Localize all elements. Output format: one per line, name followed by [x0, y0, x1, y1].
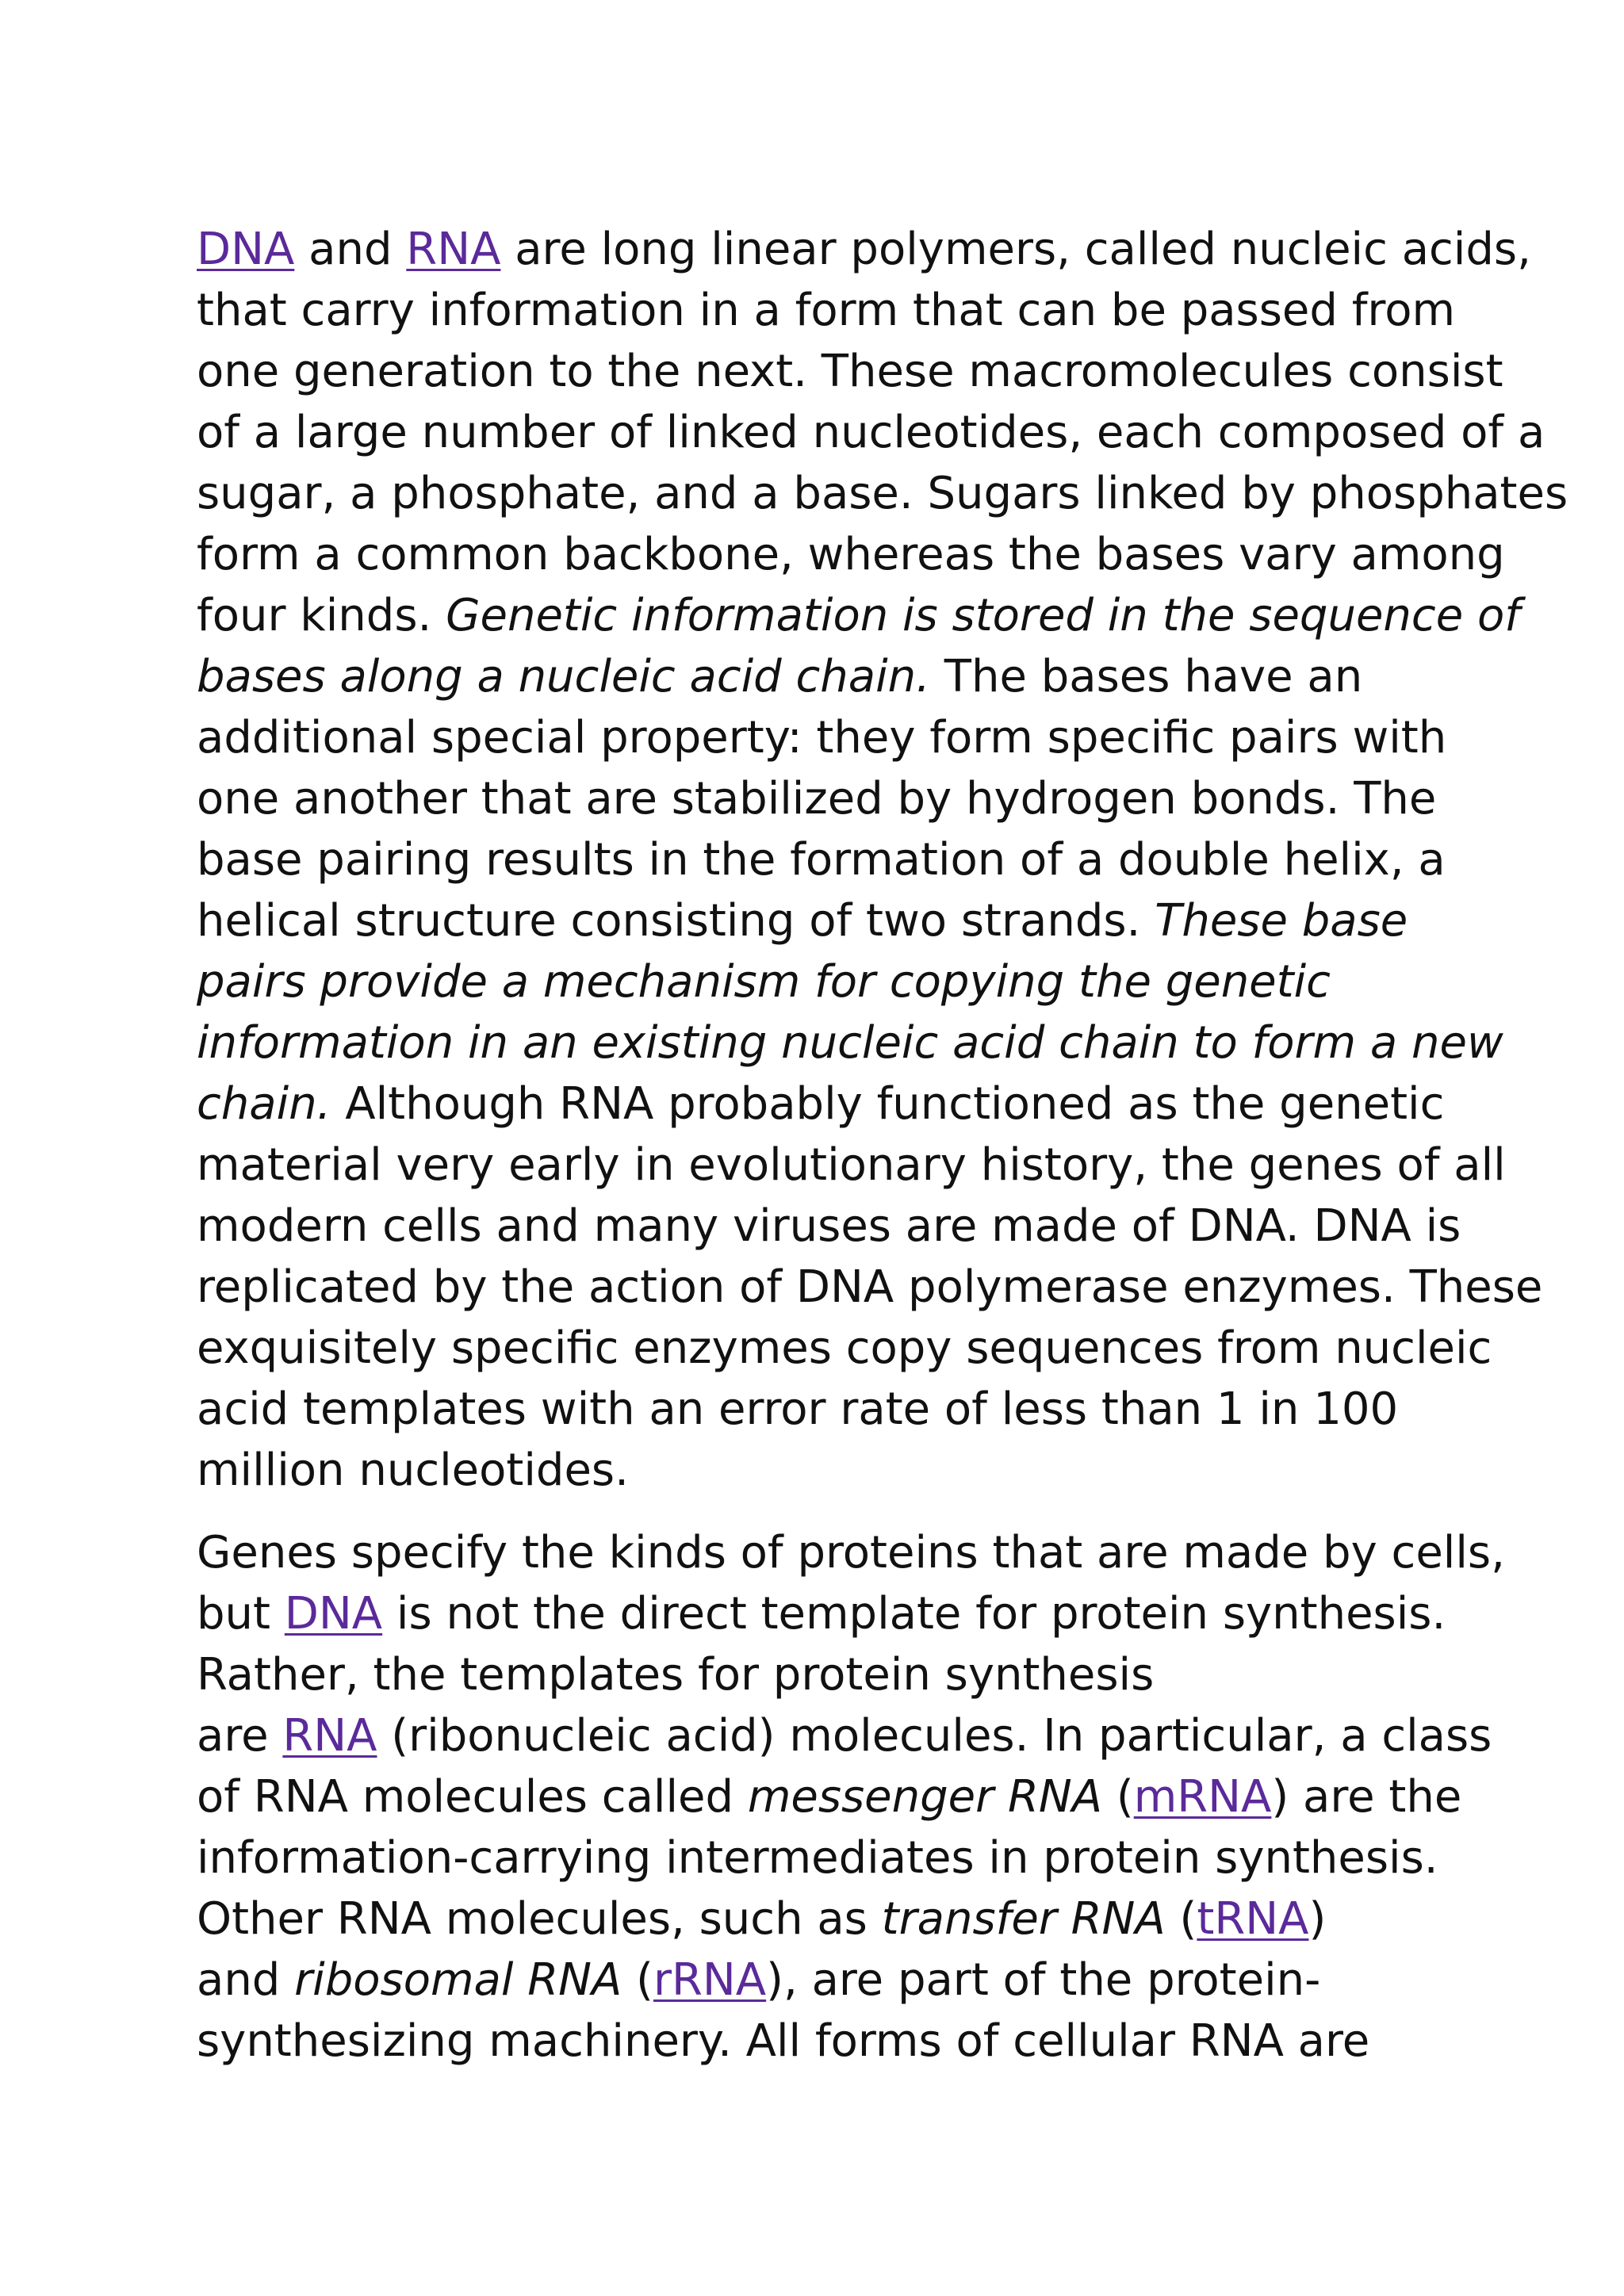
link-rrna[interactable]: rRNA: [653, 1954, 767, 2006]
link-rna[interactable]: RNA: [406, 224, 501, 275]
text-line: form a common backbone, whereas the bases vary among: [197, 529, 1505, 580]
link-trna[interactable]: tRNA: [1197, 1893, 1309, 1945]
text-line: million nucleotides.: [197, 1445, 629, 1496]
text-run: ): [1308, 1893, 1327, 1945]
text-line: additional special property: they form specific pairs with: [197, 712, 1447, 763]
text-line: [197, 1888, 1450, 1950]
text-run: Although RNA probably functioned as the genetic: [331, 1078, 1445, 1130]
emphasis-text: These base: [1155, 895, 1408, 947]
text-run: are long linear polymers, called nucleic acids,: [500, 224, 1531, 275]
text-run: Other RNA molecules, such as: [197, 1893, 882, 1945]
text-line: [197, 890, 1450, 951]
text-line: modern cells and many viruses are made of DNA. DNA is: [197, 1200, 1461, 1252]
text-line: material very early in evolutionary history, the genes of all: [197, 1139, 1506, 1191]
text-run: and: [197, 1954, 295, 2006]
text-line: Genes specify the kinds of proteins that are made by cells,: [197, 1527, 1505, 1578]
text-run: (: [622, 1954, 653, 2006]
text-run: (: [1102, 1771, 1134, 1823]
text-run: (ribonucleic acid) molecules. In particular, a class: [377, 1710, 1492, 1762]
paragraph-nucleic-acids: [197, 219, 1568, 1501]
link-mrna[interactable]: mRNA: [1133, 1771, 1272, 1823]
text-line: that carry information in a form that can be passed from: [197, 285, 1456, 336]
text-line: exquisitely specific enzymes copy sequences from nucleic: [197, 1322, 1492, 1374]
text-line: [197, 951, 1450, 1012]
text-line: [197, 1766, 1462, 1827]
text-run: are: [197, 1710, 283, 1762]
text-run: and: [294, 224, 407, 275]
text-run: four kinds.: [197, 590, 446, 641]
text-line: one another that are stabilized by hydrogen bonds. The: [197, 773, 1437, 825]
text-line: [197, 646, 1450, 707]
text-run: The bases have an: [929, 651, 1363, 702]
text-run: (: [1165, 1893, 1197, 1945]
emphasis-text: pairs provide a mechanism for copying the genetic: [197, 956, 1331, 1008]
text-line: [197, 1012, 1503, 1073]
text-line: acid templates with an error rate of less than 1 in 100: [197, 1383, 1399, 1435]
emphasis-text: chain.: [197, 1078, 331, 1130]
text-line: synthesizing machinery. All forms of cellular RNA are: [197, 2015, 1370, 2067]
text-line: replicated by the action of DNA polymerase enzymes. These: [197, 1261, 1543, 1313]
text-line: one generation to the next. These macromolecules consist: [197, 346, 1503, 397]
text-run: ) are the: [1271, 1771, 1462, 1823]
text-line: [197, 1583, 1450, 1644]
text-run: of RNA molecules called: [197, 1771, 748, 1823]
text-line: [197, 1073, 1450, 1135]
emphasis-text: ribosomal RNA: [294, 1954, 622, 2006]
emphasis-text: Genetic information is stored in the sequence of: [446, 590, 1520, 641]
emphasis-text: information in an existing nucleic acid chain to form a new: [197, 1017, 1503, 1069]
paragraph-genes-proteins: [197, 1522, 1505, 2072]
text-line: [197, 1705, 1492, 1766]
text-run: is not the direct template for protein synthesis.: [382, 1588, 1446, 1640]
link-dna[interactable]: DNA: [197, 224, 295, 275]
link-dna[interactable]: DNA: [284, 1588, 383, 1640]
text-line: [197, 1950, 1450, 2011]
text-line: Rather, the templates for protein synthesis: [197, 1649, 1155, 1701]
text-run: ), are part of the protein-: [766, 1954, 1321, 2006]
text-run: helical structure consisting of two strands.: [197, 895, 1155, 947]
text-line: base pairing results in the formation of a double helix, a: [197, 834, 1446, 886]
emphasis-text: bases along a nucleic acid chain.: [197, 651, 930, 702]
emphasis-text: transfer RNA: [881, 1893, 1166, 1945]
document-page: [197, 219, 1568, 2093]
emphasis-text: messenger RNA: [747, 1771, 1103, 1823]
link-rna[interactable]: RNA: [282, 1710, 377, 1762]
text-run: but: [197, 1588, 285, 1640]
text-line: of a large number of linked nucleotides, each composed of a: [197, 407, 1545, 458]
text-line: [197, 219, 1531, 280]
text-line: sugar, a phosphate, and a base. Sugars linked by phosphates: [197, 468, 1568, 519]
text-line: information-carrying intermediates in protein synthesis.: [197, 1832, 1438, 1884]
text-line: [197, 585, 1520, 646]
